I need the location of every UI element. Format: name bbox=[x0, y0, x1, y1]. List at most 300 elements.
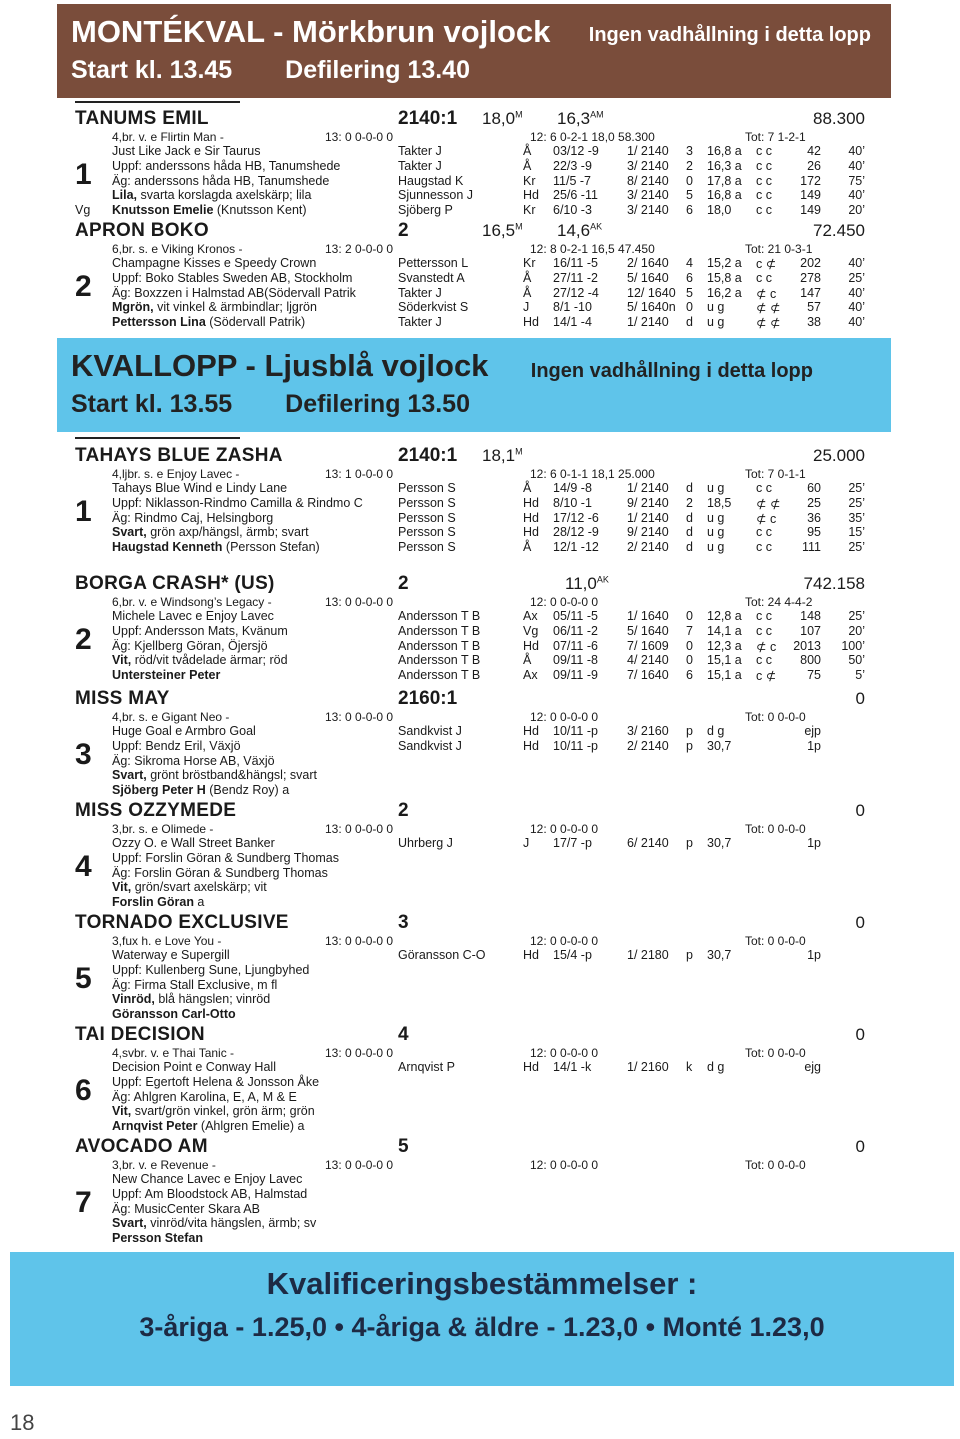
result-position: d bbox=[686, 315, 693, 330]
entry-line-bold: Göransson Carl-Otto bbox=[112, 1007, 236, 1022]
post-position-number: 6 bbox=[75, 1074, 92, 1107]
result-distance: 1/ 2140 bbox=[627, 510, 669, 525]
horse-name: BORGA CRASH* (US) bbox=[75, 573, 275, 594]
horse-name: TANUMS EMIL bbox=[75, 108, 209, 129]
entry-line-rest: svarta korslagda axelskärp; lila bbox=[137, 188, 312, 203]
result-time: u g bbox=[707, 481, 725, 495]
result-track: Hd bbox=[523, 510, 539, 525]
result-distance: 1/ 2140 bbox=[627, 315, 669, 330]
stats-total: Tot: 0 0-0-0 bbox=[745, 934, 806, 948]
result-time: 30,7 bbox=[707, 836, 732, 850]
entry-line-rest: Champagne Kisses e Speedy Crown bbox=[112, 256, 317, 270]
divider bbox=[75, 101, 240, 103]
total-prize: 0 bbox=[855, 913, 865, 932]
result-date: 14/1 -k bbox=[553, 1060, 592, 1074]
entry-line-text bbox=[112, 1104, 315, 1118]
result-prize: 20’ bbox=[848, 203, 865, 218]
result-date: 05/11 -5 bbox=[553, 609, 598, 623]
result-driver: Andersson T B bbox=[398, 623, 481, 638]
result-driver: Sandkvist J bbox=[398, 738, 462, 753]
race2-times bbox=[71, 390, 516, 419]
result-date: 10/11 -p bbox=[553, 738, 598, 753]
result-date: 15/4 -p bbox=[553, 948, 592, 962]
entry-line-bold: Svart, bbox=[112, 1216, 147, 1231]
start-track: 2 bbox=[398, 220, 409, 241]
entry-line-text bbox=[112, 144, 260, 158]
result-driver: Sjöberg P bbox=[398, 203, 453, 218]
result-date: 10/11 -p bbox=[553, 724, 598, 738]
entry-line-text bbox=[112, 1231, 203, 1245]
entry-line-text bbox=[112, 286, 356, 300]
entry-line-bold: Sjöberg Peter H bbox=[112, 783, 206, 798]
result-shoe: c c bbox=[756, 481, 772, 495]
stats-2013: 13: 0 0-0-0 0 bbox=[325, 934, 394, 948]
result-date: 09/11 -9 bbox=[553, 668, 598, 683]
entry-line-bold: Persson Stefan bbox=[112, 1231, 204, 1246]
result-odds: 149 bbox=[800, 203, 821, 218]
result-time: 15,1 a bbox=[707, 653, 742, 668]
result-position: p bbox=[686, 836, 693, 850]
result-odds: 278 bbox=[800, 270, 821, 285]
total-prize: 742.158 bbox=[803, 574, 865, 593]
entry-line-rest: Äg: Forslin Göran & Sundberg Thomas bbox=[112, 865, 328, 880]
horse-name: MISS OZZYMEDE bbox=[75, 800, 237, 821]
stats-2012: 12: 0 0-0-0 0 bbox=[530, 710, 599, 724]
stats-2013: 13: 0 0-0-0 0 bbox=[325, 710, 394, 724]
result-shoe: c c bbox=[756, 525, 772, 540]
result-position: p bbox=[686, 724, 693, 738]
result-shoe: c c bbox=[756, 540, 772, 555]
stats-2012: 12: 0 0-0-0 0 bbox=[530, 1158, 599, 1172]
horse-name: AVOCADO AM bbox=[75, 1136, 208, 1157]
total-prize: 0 bbox=[855, 1137, 865, 1156]
race1-start-time: Start kl. 13.45 bbox=[71, 56, 233, 84]
result-track: Å bbox=[523, 158, 532, 173]
entry-line-text bbox=[112, 754, 275, 768]
race2-defilering: Defilering 13.50 bbox=[285, 390, 470, 418]
stats-2013: 13: 0 0-0-0 0 bbox=[325, 822, 394, 836]
entry-line-text bbox=[112, 511, 273, 525]
stats-total: Tot: 21 0-3-1 bbox=[745, 242, 813, 256]
result-position: 5 bbox=[686, 285, 693, 300]
record-time-1 bbox=[482, 221, 523, 241]
result-driver: Andersson T B bbox=[398, 609, 481, 623]
result-shoe: c ⊄ bbox=[756, 669, 777, 684]
result-distance: 4/ 2140 bbox=[627, 653, 669, 668]
stats-2012: 12: 0 0-0-0 0 bbox=[530, 934, 599, 948]
result-date: 09/11 -8 bbox=[553, 653, 598, 668]
stats-2012: 12: 0 0-0-0 0 bbox=[530, 1046, 599, 1060]
record-type: AK bbox=[596, 574, 609, 585]
result-time: 17,8 a bbox=[707, 173, 742, 188]
total-prize: 25.000 bbox=[813, 446, 865, 465]
result-position: d bbox=[686, 481, 693, 495]
entry-line-rest: grön axp/hängsl, ärmb; svart bbox=[146, 525, 309, 540]
result-track: Å bbox=[523, 270, 532, 285]
result-position: d bbox=[686, 525, 693, 540]
total-prize: 0 bbox=[855, 1025, 865, 1044]
record-value: 18,1 bbox=[482, 446, 516, 465]
result-shoe: c c bbox=[756, 144, 772, 158]
record-time-2 bbox=[565, 574, 609, 594]
entry-line-text bbox=[112, 768, 317, 782]
entry-line-text bbox=[112, 1187, 307, 1201]
result-shoe: c c bbox=[756, 188, 772, 203]
entry-line-rest: Uppf: Bendz Eril, Växjö bbox=[112, 738, 241, 753]
result-driver: Sandkvist J bbox=[398, 724, 462, 738]
entry-line-text bbox=[112, 668, 220, 682]
entry-line-rest: svart/grön vinkel, grön ärm; grön bbox=[131, 1104, 315, 1119]
result-prize: 25’ bbox=[848, 609, 865, 623]
result-prize: 40’ bbox=[848, 285, 865, 300]
entry-line-rest: Ozzy O. e Wall Street Banker bbox=[112, 836, 275, 850]
entry-line-bold: Vit, bbox=[112, 880, 132, 895]
stats-total: Tot: 0 0-0-0 bbox=[745, 1046, 806, 1060]
post-position-number: 1 bbox=[75, 158, 92, 191]
entry-line-rest: grön/svart axelskärp; vit bbox=[131, 880, 267, 895]
race2-header bbox=[57, 338, 891, 432]
result-track: Kr bbox=[523, 203, 536, 218]
entry-line-text bbox=[112, 315, 305, 329]
result-time: 16,8 a bbox=[707, 188, 742, 203]
horse-name: TAI DECISION bbox=[75, 1024, 205, 1045]
entry-line-rest: Tahays Blue Wind e Lindy Lane bbox=[112, 481, 288, 495]
result-prize: 40’ bbox=[848, 144, 865, 158]
entry-line-text bbox=[112, 609, 274, 623]
start-track: 2160:1 bbox=[398, 688, 458, 709]
divider bbox=[75, 437, 240, 439]
result-distance: 2/ 1640 bbox=[627, 256, 669, 270]
result-position: 3 bbox=[686, 144, 693, 158]
result-time: u g bbox=[707, 525, 725, 540]
entry-line-text bbox=[112, 481, 287, 495]
result-time: 14,1 a bbox=[707, 623, 742, 638]
result-date: 8/1 -10 bbox=[553, 300, 592, 315]
result-distance: 9/ 2140 bbox=[627, 525, 669, 540]
result-date: 14/1 -4 bbox=[553, 315, 592, 330]
entry-line-rest: Äg: Firma Stall Exclusive, m fl bbox=[112, 977, 278, 992]
result-position: d bbox=[686, 510, 693, 525]
result-track: Å bbox=[523, 540, 532, 555]
entry-line-text bbox=[112, 992, 270, 1006]
result-odds: 149 bbox=[800, 188, 821, 203]
result-time: 30,7 bbox=[707, 738, 732, 753]
start-track: 2 bbox=[398, 800, 409, 821]
result-track: Hd bbox=[523, 525, 539, 540]
result-odds: 2013 bbox=[793, 638, 821, 653]
result-driver: Svanstedt A bbox=[398, 270, 465, 285]
result-track: J bbox=[523, 300, 530, 315]
result-shoe: ⊄ ⊄ bbox=[756, 301, 781, 316]
race2-start-time: Start kl. 13.55 bbox=[71, 390, 233, 418]
record-time-1 bbox=[482, 446, 523, 466]
result-odds: 36 bbox=[807, 510, 821, 525]
result-date: 27/12 -4 bbox=[553, 285, 599, 300]
entry-line-text bbox=[112, 836, 275, 850]
result-prize: 20’ bbox=[848, 623, 865, 638]
result-odds: 111 bbox=[801, 540, 821, 555]
result-odds: 75 bbox=[807, 668, 821, 683]
entry-line-text bbox=[112, 783, 289, 797]
entry-line-rest: röd/vit tvådelade ärmar; röd bbox=[131, 653, 288, 668]
result-distance: 1/ 2140 bbox=[627, 481, 669, 495]
result-driver: Pettersson L bbox=[398, 256, 469, 270]
page-number: 18 bbox=[10, 1410, 35, 1435]
result-distance: 1/ 2160 bbox=[627, 1060, 669, 1074]
result-position: p bbox=[686, 948, 693, 962]
result-odds: 26 bbox=[807, 158, 821, 173]
stats-2013: 13: 2 0-0-0 0 bbox=[325, 242, 394, 256]
result-driver: Takter J bbox=[398, 144, 442, 158]
entry-line-rest: vit vinkel & ärmbindlar; ljgrön bbox=[153, 300, 317, 315]
result-driver: Persson S bbox=[398, 540, 456, 555]
entry-line-text bbox=[112, 300, 317, 314]
result-shoe: c c bbox=[756, 623, 772, 638]
stats-2013: 13: 0 0-0-0 0 bbox=[325, 130, 394, 144]
result-position: 6 bbox=[686, 668, 693, 683]
result-position: 0 bbox=[686, 173, 693, 188]
stats-total: Tot: 0 0-0-0 bbox=[745, 1158, 806, 1172]
result-distance: 2/ 2140 bbox=[627, 540, 669, 555]
entry-line-rest: blå hängslen; vinröd bbox=[154, 992, 271, 1007]
result-track: Ax bbox=[523, 668, 538, 683]
result-time: u g bbox=[707, 510, 725, 525]
result-prize: 40’ bbox=[848, 158, 865, 173]
entry-line-rest: Äg: anderssons håda HB, Tanumshede bbox=[112, 173, 330, 188]
pedigree-info: 3,br. s. e Olimede - bbox=[112, 822, 214, 836]
entry-line-text bbox=[112, 1075, 319, 1089]
result-prize: 40’ bbox=[848, 315, 865, 330]
stats-2013: 13: 0 0-0-0 0 bbox=[325, 1158, 394, 1172]
result-position: 4 bbox=[686, 256, 693, 270]
result-date: 28/12 -9 bbox=[553, 525, 599, 540]
entry-line-rest: Äg: Kjellberg Göran, Öjersjö bbox=[112, 638, 268, 653]
result-odds: ejp bbox=[804, 724, 821, 738]
result-date: 11/5 -7 bbox=[553, 173, 591, 188]
result-shoe: c c bbox=[756, 609, 772, 623]
record-time-1 bbox=[482, 109, 523, 129]
result-driver: Persson S bbox=[398, 510, 456, 525]
result-odds: 25 bbox=[807, 495, 821, 510]
stats-2012: 12: 0 0-0-0 0 bbox=[530, 822, 599, 836]
entry-line-text bbox=[112, 739, 241, 753]
entry-line-text bbox=[112, 1090, 297, 1104]
qualification-banner bbox=[10, 1252, 954, 1386]
post-position-number: 2 bbox=[75, 270, 92, 303]
result-time: u g bbox=[707, 300, 725, 315]
result-odds: 147 bbox=[800, 285, 821, 300]
entry-line-text bbox=[112, 203, 307, 217]
result-time: 12,8 a bbox=[707, 609, 742, 623]
result-distance: 1/ 1640 bbox=[627, 609, 669, 623]
result-driver: Sjunnesson J bbox=[398, 188, 474, 203]
record-type: M bbox=[515, 109, 523, 120]
result-time: 12,3 a bbox=[707, 638, 742, 653]
result-date: 17/7 -p bbox=[553, 836, 592, 850]
result-position: k bbox=[686, 1060, 693, 1074]
pedigree-info: 3,fux h. e Love You - bbox=[112, 934, 222, 948]
entry-line-text bbox=[112, 174, 329, 188]
result-time: u g bbox=[707, 540, 725, 555]
result-distance: 9/ 2140 bbox=[627, 495, 669, 510]
result-track: Å bbox=[523, 285, 532, 300]
result-distance: 12/ 1640 bbox=[627, 285, 676, 300]
result-track: Kr bbox=[523, 256, 536, 270]
result-shoe: c ⊄ bbox=[756, 257, 777, 271]
entry-line-rest: (Persson Stefan) bbox=[222, 540, 320, 555]
result-distance: 5/ 1640 bbox=[627, 623, 669, 638]
result-odds: 57 bbox=[807, 300, 821, 315]
result-driver: Göransson C-O bbox=[398, 948, 486, 962]
start-track: 2140:1 bbox=[398, 445, 458, 466]
race1-times bbox=[71, 56, 516, 85]
result-date: 12/1 -12 bbox=[553, 540, 599, 555]
record-value: 11,0 bbox=[565, 574, 597, 593]
result-track: Hd bbox=[523, 638, 539, 653]
entry-line-bold: Knutsson Emelie bbox=[112, 203, 214, 218]
result-date: 22/3 -9 bbox=[553, 158, 592, 173]
entry-line-rest: Uppf: Egertoft Helena & Jonsson Åke bbox=[112, 1074, 320, 1089]
result-date: 07/11 -6 bbox=[553, 638, 598, 653]
result-shoe: ⊄ c bbox=[756, 511, 777, 526]
entry-line-rest: Uppf: Kullenberg Sune, Ljungbyhed bbox=[112, 962, 310, 977]
result-date: 06/11 -2 bbox=[553, 623, 598, 638]
result-odds: 1p bbox=[807, 836, 821, 850]
pedigree-info: 4,ljbr. s. e Enjoy Lavec - bbox=[112, 467, 240, 481]
entry-line-rest: New Chance Lavec e Enjoy Lavec bbox=[112, 1172, 303, 1186]
qualification-title: Kvalificeringsbestämmelser : bbox=[266, 1266, 698, 1301]
entry-line-text bbox=[112, 895, 204, 909]
result-time: 16,3 a bbox=[707, 158, 742, 173]
result-distance: 5/ 1640 bbox=[627, 270, 669, 285]
horse-name: APRON BOKO bbox=[75, 220, 209, 241]
result-odds: 800 bbox=[800, 653, 821, 668]
entry-line-rest: vinröd/vita hängslen, ärmb; sv bbox=[146, 1216, 317, 1231]
stats-total: Tot: 0 0-0-0 bbox=[745, 822, 806, 836]
start-track: 2140:1 bbox=[398, 108, 458, 129]
race1-title: MONTÉKVAL - Mörkbrun vojlock bbox=[71, 14, 551, 49]
result-track: Hd bbox=[523, 495, 539, 510]
result-position: 0 bbox=[686, 609, 693, 623]
entry-line-rest: Uppf: Boko Stables Sweden AB, Stockholm bbox=[112, 270, 353, 285]
entry-line-rest: (Bendz Roy) a bbox=[205, 783, 290, 798]
entry-line-bold: Vit, bbox=[112, 1104, 132, 1119]
entry-line-rest: Uppf: Forslin Göran & Sundberg Thomas bbox=[112, 850, 339, 865]
result-time: 15,2 a bbox=[707, 256, 742, 270]
entry-line-rest: Äg: Sikroma Horse AB, Växjö bbox=[112, 753, 275, 768]
result-odds: 95 bbox=[807, 525, 821, 540]
record-time-2 bbox=[557, 221, 602, 241]
result-odds: 148 bbox=[800, 609, 821, 623]
result-driver: Arnqvist P bbox=[398, 1060, 455, 1074]
start-track: 3 bbox=[398, 912, 409, 933]
entry-line-rest: Äg: MusicCenter Skara AB bbox=[112, 1201, 260, 1216]
result-distance: 7/ 1640 bbox=[627, 668, 669, 683]
stats-total: Tot: 24 4-4-2 bbox=[745, 595, 813, 609]
pedigree-info: 4,br. s. e Gigant Neo - bbox=[112, 710, 230, 724]
entry-line-rest: Äg: Rindmo Caj, Helsingborg bbox=[112, 510, 274, 525]
result-track: Hd bbox=[523, 724, 539, 738]
entry-line-rest: grönt bröstband&hängsl; svart bbox=[146, 768, 317, 783]
stats-2012: 12: 6 0-1-1 18,1 25.000 bbox=[530, 467, 655, 481]
result-position: 6 bbox=[686, 203, 693, 218]
result-driver: Takter J bbox=[398, 158, 442, 173]
record-type: AK bbox=[590, 221, 603, 232]
stats-total: Tot: 0 0-0-0 bbox=[745, 710, 806, 724]
result-prize: 40’ bbox=[848, 188, 865, 203]
entry-line-text bbox=[112, 159, 340, 173]
post-position-number: 3 bbox=[75, 738, 92, 771]
result-driver: Söderkvist S bbox=[398, 300, 469, 315]
entry-line-rest: Huge Goal e Armbro Goal bbox=[112, 724, 256, 738]
post-position-number: 4 bbox=[75, 850, 92, 883]
result-date: 16/11 -5 bbox=[553, 256, 598, 270]
result-shoe: ⊄ ⊄ bbox=[756, 496, 781, 511]
stats-2013: 13: 1 0-0-0 0 bbox=[325, 467, 394, 481]
post-position-number: 7 bbox=[75, 1186, 92, 1219]
result-shoe: c c bbox=[756, 270, 772, 285]
entry-line-bold: Vinröd, bbox=[112, 992, 155, 1007]
result-time: d g bbox=[707, 1060, 725, 1074]
post-position-number: 1 bbox=[75, 495, 92, 528]
record-time-2 bbox=[557, 109, 604, 129]
result-driver: Persson S bbox=[398, 495, 456, 510]
entry-line-rest: (Södervall Patrik) bbox=[205, 315, 306, 330]
entry-line-rest: (Knutsson Kent) bbox=[213, 203, 307, 218]
result-distance: 1/ 2180 bbox=[627, 948, 669, 962]
entry-line-bold: Lila, bbox=[112, 188, 138, 203]
result-odds: 38 bbox=[807, 315, 821, 330]
result-distance: 2/ 2140 bbox=[627, 738, 669, 753]
entry-line-text bbox=[112, 639, 268, 653]
horse-name: TORNADO EXCLUSIVE bbox=[75, 912, 289, 933]
stats-2012: 12: 8 0-2-1 16,5 47.450 bbox=[530, 242, 655, 256]
result-track: Hd bbox=[523, 948, 539, 962]
result-shoe: ⊄ c bbox=[756, 639, 777, 654]
result-time: 16,2 a bbox=[707, 285, 742, 300]
total-prize: 0 bbox=[855, 689, 865, 708]
stats-2013: 13: 0 0-0-0 0 bbox=[325, 1046, 394, 1060]
result-shoe: ⊄ c bbox=[756, 286, 777, 301]
entry-line-rest: Uppf: Niklasson-Rindmo Camilla & Rindmo C bbox=[112, 495, 363, 510]
result-driver: Haugstad K bbox=[398, 173, 464, 188]
result-prize: 15’ bbox=[848, 525, 865, 540]
record-value: 16,5 bbox=[482, 221, 516, 240]
race1-defilering: Defilering 13.40 bbox=[285, 56, 470, 84]
result-prize: 5’ bbox=[855, 668, 865, 683]
result-position: 5 bbox=[686, 188, 693, 203]
record-value: 14,6 bbox=[557, 221, 591, 240]
entry-line-bold: Pettersson Lina bbox=[112, 315, 206, 330]
horse-name: MISS MAY bbox=[75, 688, 170, 709]
stats-2012: 12: 0 0-0-0 0 bbox=[530, 595, 599, 609]
result-distance: 5/ 1640n bbox=[627, 300, 676, 315]
result-time: 16,8 a bbox=[707, 144, 742, 158]
result-driver: Andersson T B bbox=[398, 668, 481, 683]
entry-line-text bbox=[112, 525, 309, 539]
pedigree-info: 6,br. v. e Windsong’s Legacy - bbox=[112, 595, 272, 609]
pedigree-info: 4,svbr. v. e Thai Tanic - bbox=[112, 1046, 235, 1060]
result-track: Å bbox=[523, 144, 532, 158]
result-odds: 42 bbox=[807, 144, 821, 158]
entry-line-bold: Svart, bbox=[112, 525, 147, 540]
result-odds: 60 bbox=[807, 481, 821, 495]
entry-line-text bbox=[112, 1119, 304, 1133]
result-date: 03/12 -9 bbox=[553, 144, 599, 158]
result-driver: Takter J bbox=[398, 285, 442, 300]
result-driver: Uhrberg J bbox=[398, 836, 453, 850]
result-track: Å bbox=[523, 653, 532, 668]
